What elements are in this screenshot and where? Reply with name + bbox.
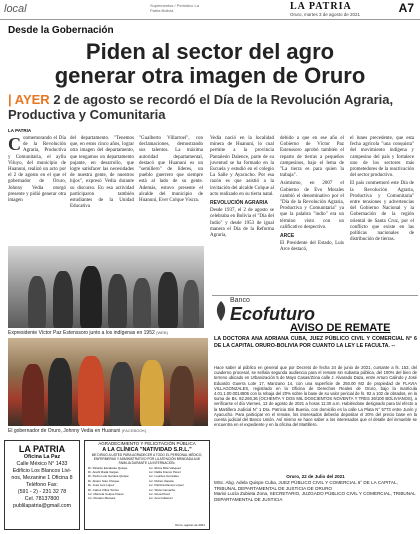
auction-heading: LA DOCTORA ANA ADRIANA CUBA, JUEZ PÚBLICO CIVIL Y COMERCIAL N° 6 DE LA CAPITAL ORURO-BOLIVIA POR CUANTO LA LEY LE FACULTA. -- xyxy=(214,336,417,349)
headline-line-1: Piden al sector del agro xyxy=(85,39,335,64)
info-line: Edificio Los Blancos Livi- xyxy=(12,468,72,474)
headline xyxy=(0,40,420,88)
page-header xyxy=(0,0,420,20)
article-column-3 xyxy=(139,136,203,206)
article-column-2 xyxy=(70,136,134,212)
info-title: LA PATRIA xyxy=(18,444,66,454)
kicker: Desde la Gobernación xyxy=(8,25,114,36)
thanks-notice xyxy=(84,440,210,530)
photo-2-credit: (FACEBOOK) xyxy=(121,428,147,433)
name-item: Lic. Ana Gutiérrez xyxy=(149,496,173,501)
info-line: Calle México N° 1433 xyxy=(16,461,68,467)
info-line: Teléfono Fax: xyxy=(26,482,58,488)
leaf-icon xyxy=(214,300,228,322)
info-line: Cel. 78137800 xyxy=(24,496,60,502)
auction-title: AVISO DE REMATE xyxy=(290,322,391,334)
column-6-para-1: el lunes precedente, que esta fecha agrícola "una conquista" del movimiento indígena y campesino del país y fortalece uno de los sectores más prometedores de la reactivación del sector productivo. xyxy=(350,136,414,179)
name-item: Lic. Rosario Mamani xyxy=(88,496,116,501)
name-item: Lic. Dalila Franco Pérez xyxy=(149,469,181,474)
column-4-para-2: Desde 1937, el 2 de agosto se celebraba en Bolivia el "Día del Indio" y desde 1953 de igual manera el Día de la Reforma Agraria, xyxy=(210,208,274,239)
name-item: Dr. Alvaro Soto Choque xyxy=(88,478,120,483)
thanks-intro: ME DIRIJO A USTED PARA AGRADECER A TODO EL PERSONAL MÉDICO, ENFERMERAS Y ADMINISTRATIVO POR LA ATENCIÓN BRINDADA A MI FAMILIA DURANTE LA INTERNACIÓN. xyxy=(91,452,203,465)
drop-cap: C xyxy=(8,134,21,154)
article-column-6 xyxy=(350,136,414,245)
thanks-names xyxy=(85,465,209,502)
name-item: Dr. Anahí Rada Vargas xyxy=(88,469,119,474)
column-4-para-1: Vedia nació en la localidad minera de Huanuni, lo cual permite a la provincia Pantaleón Dalence, parte de su juventud se ha formado en la Escuela y estudió en el colegio La Salle y Ayacucho. Por esa razón es que asistió a la invitación del alcalde Colque al acto realizado en su tierra natal. xyxy=(210,136,274,197)
photo-1-caption xyxy=(8,330,208,336)
column-5-para-1: debido a que en ese año el Gobierno de Víctor Paz Estenssoro aprobó también el reparto de tierras a pequeños campesinos, bajo el lema de "La tierra es para quien la trabaja". xyxy=(280,136,344,179)
deck xyxy=(8,92,414,122)
name-item: Lic. Lourdes Gonzales xyxy=(149,474,179,479)
name-item: Dr. Ricardo Escalante Quispe xyxy=(88,465,128,470)
name-item: Lic. Rubén Zapata xyxy=(149,478,174,483)
office-info-box xyxy=(4,440,80,530)
name-item: Lic. Silvia Camacho xyxy=(149,487,176,492)
column-2-text: del departamento. "Tenemos que, en estos cinco años, lograr otra imagen del departamento, que tengamos un departamento pujante, en desarrollo, que logre satisfacer las necesidades de nuestra gente, de nuestros hijos", expresó Vedia durante su discurso. En esa actividad participaron también estudiantes de la Unidad Educativa xyxy=(70,136,134,210)
bank-name: Ecofuturo xyxy=(230,304,315,324)
column-5-para-3: El Presidente del Estado, Luis Arce destacó, xyxy=(280,241,344,253)
article-column-1 xyxy=(8,136,66,204)
headline-line-2: generar otra imagen de Oruro xyxy=(54,63,366,88)
name-item: Dr. Pedro Luis Garnica Quispe xyxy=(88,474,129,479)
photo-2-caption xyxy=(8,428,208,434)
info-subtitle: Oficina La Paz xyxy=(23,454,61,460)
names-left xyxy=(88,466,145,501)
historic-photo xyxy=(8,246,204,328)
column-5-para-2: Asimismo, en 2007 el Gobierno de Evo Morales cambió el denominativo por el "Día de la Revolución Agraria, Productiva y Comunitaria" ya que la palabra "indio" era un término visto con un calificativo despectivo. xyxy=(280,181,344,230)
column-6-para-2: El país conmemoró este Día de la Revolución Agraria, Productiva y Comunitaria" entre tensiones y advertencias del Gobierno Nacional y la Gobernación de la región oriental de Santa Cruz, por el conflicto que existe en las políticas nacionales de distribución de tierras. xyxy=(350,181,414,243)
auction-signatures xyxy=(214,480,417,502)
header-note: Suplementos / Periódico La Patria Bolivia xyxy=(150,3,199,13)
article-column-5 xyxy=(280,136,344,256)
photo-2-caption-text: El gobernador de Oruro, Johnny Vedia en Huanuni xyxy=(8,428,121,434)
ad-top-rule xyxy=(212,295,418,296)
subhead-revolucion: REVOLUCIÓN AGRARIA xyxy=(210,200,268,207)
thanks-clinic: A LA CLÍNICA "NATIVIDAD S.R.L." xyxy=(102,446,192,453)
photo-1-credit: (WEB) xyxy=(156,330,168,335)
governor-photo xyxy=(8,338,208,426)
name-item: Dr. José Luis López xyxy=(88,483,115,488)
signature-secretary: Marivi Lucía Zubieta Zona, SECRETARIO, JUZGADO PÚBLICO CIVIL Y COMERCIAL, TRIBUNAL DEPARTAMENTAL DE JUSTICIA xyxy=(214,491,416,502)
names-right xyxy=(149,466,206,501)
deck-text: 2 de agosto se recordó el Día de la Revolución Agraria, Productiva y Comunitaria xyxy=(8,92,394,122)
deck-tag: | AYER xyxy=(8,92,50,107)
column-1-text: onmemorando el Día de la Revolución Agraria, Productiva y Comunitaria, el ayllu Viluyo, del municipio de Huanuni, realizó un acto por el 2 de agosto en el que el gobernador de Oruro, Johnny Vedia otorgó presente y pidió generar otra imagen xyxy=(8,136,66,204)
name-item: Lic. Rosa Pérez xyxy=(149,491,171,496)
name-item: Lic. Patricia Ramos López xyxy=(149,483,184,488)
info-email: publilapatria@gmail.com xyxy=(12,503,72,509)
section-label: local xyxy=(4,3,27,15)
masthead: LA PATRIA xyxy=(290,1,352,12)
page-number: A7 xyxy=(398,1,414,15)
thanks-header: AGRADECIMIENTO Y FELICITACIÓN PÚBLICA xyxy=(98,441,196,446)
byline: LA PATRIA xyxy=(8,128,32,133)
signature-judge: MSc. Abg. Adela Quispe Cuba, JUEZ PÚBLICO CIVIL Y COMERCIAL 6° DE LA CAPITAL, TRIBUNAL DEPARTAMENTAL DE JUSTICIA DE ORURO xyxy=(214,480,398,491)
auction-body: Hace saber al público en general que por Decreto de fecha 24 de junio de 2021, cursante a fs. 153, del cuaderno procesal, se señala segunda audiencia para el remate sin subasta pública, del 100% del bien de terreno ubicado en Urbanización 5 de Mayo Casas/Zona calle J. Alvarado Daza, entre Arturo Calindo y José Eduardo Guerra Lote 17, Manzano 14, con una superficie de 250.00 M2 de propiedad de FLAVIA VILLAGONZALES, registrado en la Oficina de Derechos Reales de Oruro, bajo la matrícula 4.01.1.00.0014806 con la rebaja del 20% sobre la base de su valor pericial de fs. 92 a 102 de obrados, en la suma de Bs. 82.260,36 (OCHENTA Y DOS MIL DOSCIENTOS NOVENTA Y TRES 36/100 BOLIVIANOS), a verificarse el día Viernes, 13 de agosto de 2021 a horas 11:30 a.m. Habiéndose designado para tal efecto a la Martillera Judicial N° 1 Dra. Patricia Sisi Buenia, con domicilio en la calle La Plata N° 5773 entre Junín y Ayacucho. Para participar en el remate, los interesados deberán depositar el 20% del precio base en la cuenta judicial del Banco Unión. Así mismo se hace saber a los interesados que el detalle del inmueble se encuentra en el expediente y en la oficina del Martillero. xyxy=(214,365,417,428)
subhead-arce: ARCE xyxy=(280,233,295,240)
dateline: Oruro, martes 3 de agosto de 2021 xyxy=(290,12,361,17)
info-line: (591 - 2) - 231 32 78 xyxy=(17,489,67,495)
article-column-4 xyxy=(210,136,274,241)
info-line: nos, Mezanine 1 Oficina 8 xyxy=(11,475,73,481)
name-item: Dr. Carlos Villca Torrico xyxy=(88,487,120,492)
photo-1-caption-text: Expresidente Víctor Paz Estenssoro junto a los indígenas en 1952 xyxy=(8,330,155,336)
name-item: Lic. Marcela Colque Flores xyxy=(88,491,124,496)
auction-date: Oruro, 22 de Julio del 2021 xyxy=(286,474,345,479)
column-3-text: "Gualberto Villarroel", con declamaciones, demostrando sus talentos. La máxima autoridad departamental, destacó que Huanuni es un "semillero" de líderes, un pueblo guerrero que siempre está al lado de su gente. Además, estuvo presente el alcalde del municipio de Huanuni, Ever Colque Viscra. xyxy=(139,136,203,204)
name-item: Lic. Elvira Mita Vásquez xyxy=(149,465,182,470)
bank-small-label: Banco xyxy=(230,297,250,304)
thanks-footer: Oruro, agosto de 2021 xyxy=(174,523,205,527)
